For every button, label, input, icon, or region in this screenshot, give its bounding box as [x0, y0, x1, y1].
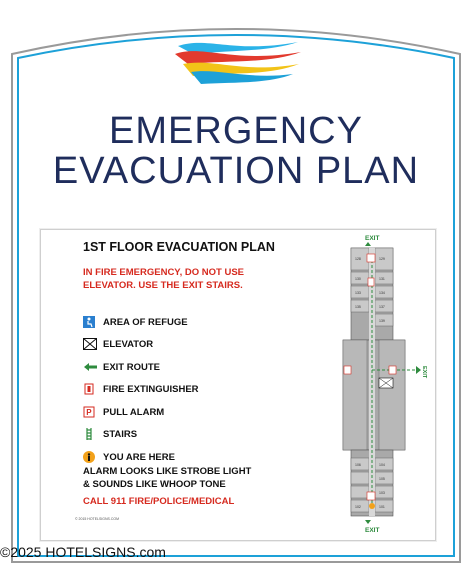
alarm-line-2: & SOUNDS LIKE WHOOP TONE [83, 479, 226, 490]
room-number: 134 [379, 291, 385, 295]
legend-label: STAIRS [103, 428, 138, 440]
svg-text:P: P [86, 408, 92, 417]
title-line-2: EVACUATION PLAN [52, 150, 420, 192]
arrow-left-icon [83, 361, 97, 373]
legend-you-are-here [83, 450, 175, 464]
brand-logo [173, 36, 303, 92]
emergency-call-text: CALL 911 FIRE/POLICE/MEDICAL [83, 496, 235, 507]
pull-alarm-marker [344, 366, 351, 374]
title-line-1: EMERGENCY [109, 110, 363, 152]
room-number: 106 [355, 463, 361, 467]
legend-label: FIRE EXTINGUISHER [103, 383, 199, 395]
accessibility-icon [83, 316, 97, 328]
warning-line-1: IN FIRE EMERGENCY, DO NOT USE [83, 267, 244, 278]
room-number: 135 [355, 305, 361, 309]
room-number: 104 [379, 463, 385, 467]
exit-label-right: EXIT [421, 366, 427, 379]
plan-heading: 1ST FLOOR EVACUATION PLAN [83, 240, 275, 254]
legend-label: EXIT ROUTE [103, 361, 161, 373]
you-are-here-marker [369, 503, 375, 509]
room-number: 131 [379, 277, 385, 281]
room-number: 137 [379, 305, 385, 309]
warning-text [83, 266, 313, 292]
legend-stairs [83, 427, 137, 441]
room-number: 102 [355, 505, 361, 509]
you-are-here-icon [83, 451, 97, 463]
room-number: 103 [379, 491, 385, 495]
legend-label: ELEVATOR [103, 338, 154, 350]
legend-pull-alarm [83, 405, 164, 419]
pull-alarm-icon [83, 406, 97, 418]
exit-label-top: EXIT [365, 235, 380, 242]
evacuation-plan-panel [40, 229, 436, 541]
warning-line-2: ELEVATOR. USE THE EXIT STAIRS. [83, 280, 243, 291]
legend-label: PULL ALARM [103, 406, 165, 418]
fine-print: © 2015 HOTELSIGNS.COM [75, 517, 120, 521]
room-number: 105 [379, 477, 385, 481]
legend-area-of-refuge [83, 315, 188, 329]
evacuation-sign [8, 14, 464, 567]
room-number: 129 [379, 257, 385, 261]
legend-exit-route [83, 360, 160, 374]
stairs-icon [83, 428, 97, 440]
room-number: 139 [379, 319, 385, 323]
room-number: 133 [355, 291, 361, 295]
room-number: 128 [355, 257, 361, 261]
floor-map [337, 230, 435, 540]
alarm-description [83, 465, 251, 491]
copyright-text: ©2025 HOTELSIGNS.com [0, 544, 166, 560]
room-number: 130 [355, 277, 361, 281]
legend-fire-extinguisher [83, 382, 199, 396]
elevator-icon [83, 338, 97, 350]
exit-label-bottom: EXIT [365, 527, 380, 534]
legend-elevator [83, 337, 153, 351]
legend-label: AREA OF REFUGE [103, 316, 188, 328]
room-number: 101 [379, 505, 385, 509]
extinguisher-icon [83, 383, 97, 395]
legend-label: YOU ARE HERE [103, 451, 175, 463]
alarm-line-1: ALARM LOOKS LIKE STROBE LIGHT [83, 466, 252, 477]
